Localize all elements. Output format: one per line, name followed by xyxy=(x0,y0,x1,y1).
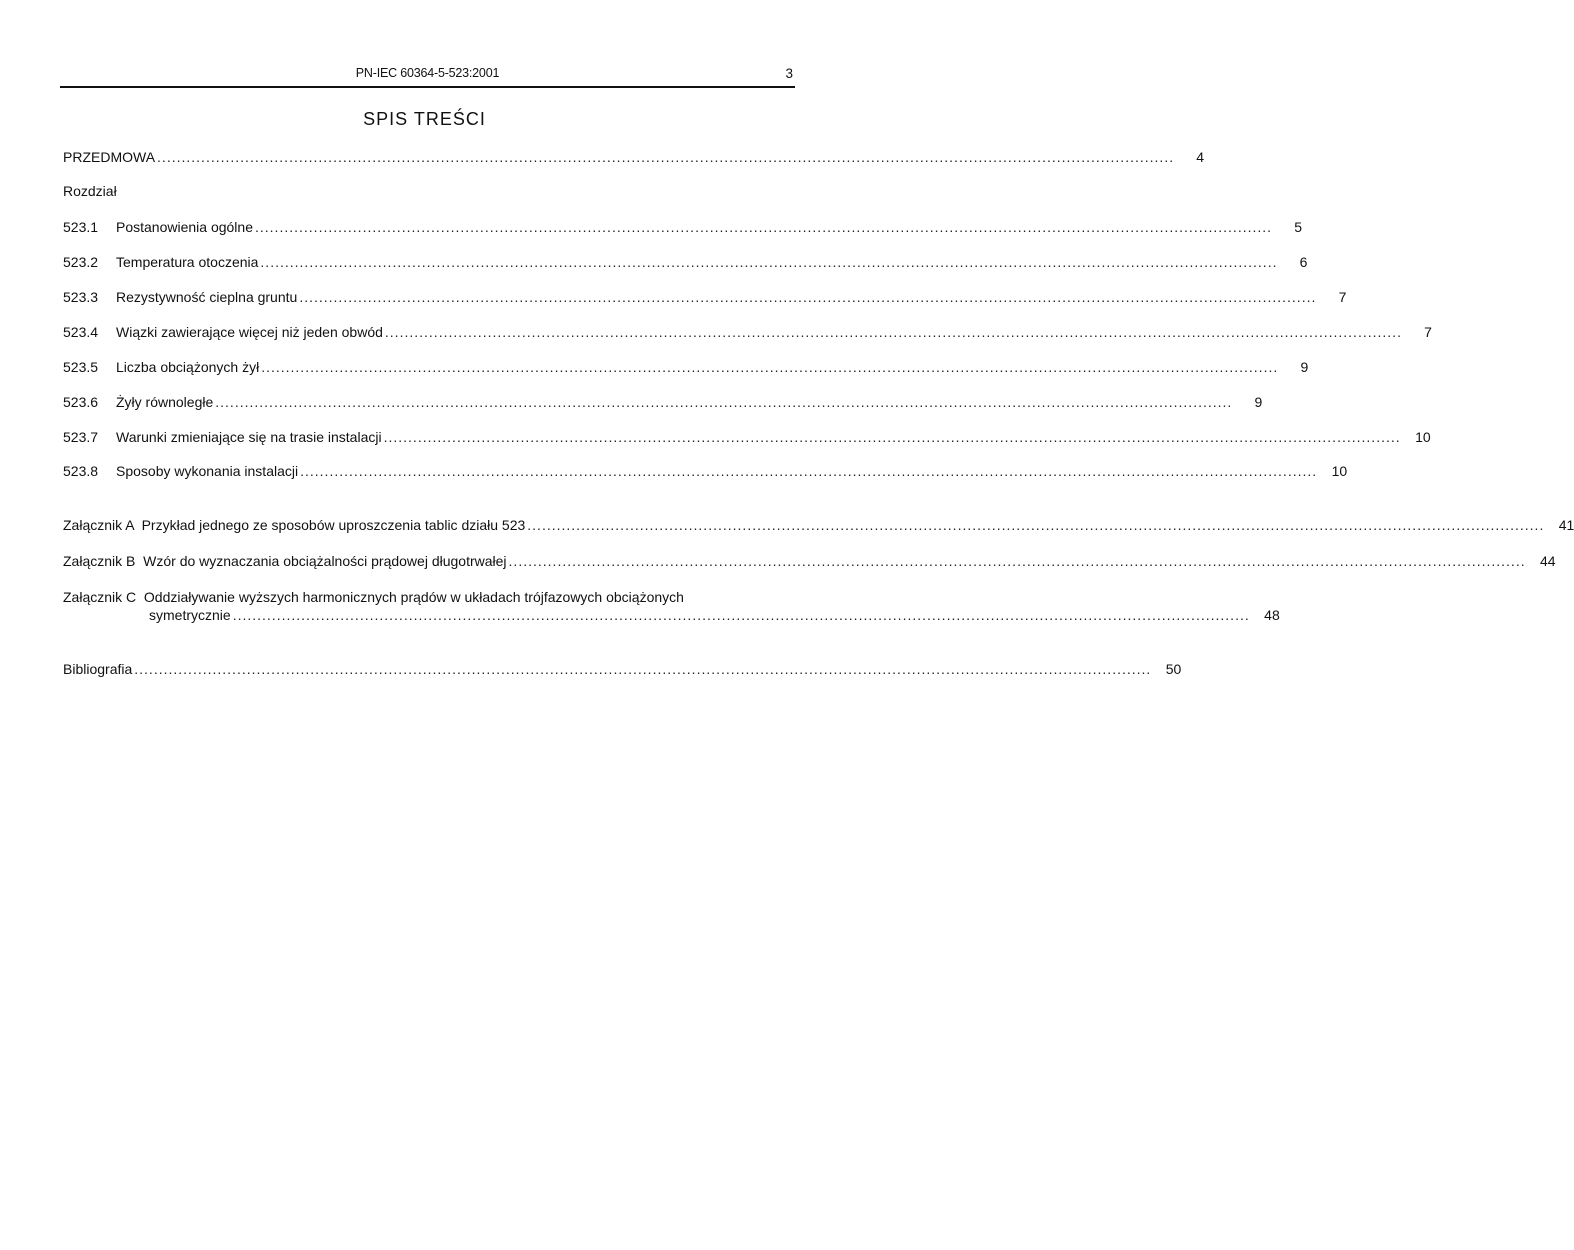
leader-dots: ................................................................................................................................................................................................................ xyxy=(134,661,1152,677)
toc-entry-bibliography[interactable] xyxy=(63,660,1182,678)
entry-label: Wiązki zawierające więcej niż jeden obwód xyxy=(116,324,383,340)
leader-dots: ................................................................................................................................................................................................................ xyxy=(383,429,1401,445)
page-number: 3 xyxy=(785,66,793,81)
toc-entry[interactable] xyxy=(63,253,1308,271)
leader-dots: ................................................................................................................................................................................................................ xyxy=(232,607,1250,623)
section-number: 523.3 xyxy=(63,289,99,305)
toc-title: SPIS TREŚCI xyxy=(363,109,486,129)
leader-dots: ................................................................................................................................................................................................................ xyxy=(261,359,1279,375)
entry-label: PRZEDMOWA xyxy=(63,149,156,165)
entry-page: 10 xyxy=(1331,463,1348,479)
leader-dots: ................................................................................................................................................................................................................ xyxy=(255,219,1273,235)
entry-page: 50 xyxy=(1165,661,1182,677)
entry-label: Postanowienia ogólne xyxy=(116,219,253,235)
toc-entry-preface[interactable] xyxy=(63,148,1205,166)
toc-entry[interactable] xyxy=(63,288,1347,306)
entry-page: 5 xyxy=(1294,219,1303,235)
section-number: 523.2 xyxy=(63,254,99,270)
section-number: 523.4 xyxy=(63,324,99,340)
entry-label: Temperatura otoczenia xyxy=(116,254,259,270)
leader-dots: ................................................................................................................................................................................................................ xyxy=(215,394,1233,410)
entry-page: 6 xyxy=(1299,254,1308,270)
toc-entry[interactable] xyxy=(63,358,1309,376)
entry-label: Liczba obciążonych żył xyxy=(116,359,260,375)
entry-page: 7 xyxy=(1338,289,1347,305)
entry-page: 4 xyxy=(1196,149,1205,165)
toc-entry-annex[interactable] xyxy=(63,588,1280,624)
entry-page: 7 xyxy=(1424,324,1432,340)
toc-entry-annex[interactable] xyxy=(63,552,1556,570)
page-header xyxy=(60,64,795,88)
toc-entry-annex[interactable] xyxy=(63,516,1574,534)
section-number: 523.8 xyxy=(63,463,99,479)
entry-page: 44 xyxy=(1540,553,1556,569)
leader-dots: ................................................................................................................................................................................................................ xyxy=(527,517,1545,533)
annex-label-cont: symetrycznie xyxy=(149,607,231,623)
section-number: 523.7 xyxy=(63,429,99,445)
leader-dots: ................................................................................................................................................................................................................ xyxy=(157,149,1175,165)
standard-designation: PN-IEC 60364-5-523:2001 xyxy=(355,66,500,80)
annex-label: Załącznik C Oddziaływanie wyższych harmonicznych prądów w układach trójfazowych obciążonych xyxy=(63,589,684,605)
toc-entry[interactable] xyxy=(63,428,1431,446)
leader-dots: ................................................................................................................................................................................................................ xyxy=(508,553,1526,569)
toc-entry[interactable] xyxy=(63,323,1432,341)
chapter-heading: Rozdział xyxy=(63,183,117,199)
leader-dots: ................................................................................................................................................................................................................ xyxy=(384,324,1402,340)
toc-entry[interactable] xyxy=(63,462,1348,480)
section-number: 523.5 xyxy=(63,359,99,375)
section-number: 523.1 xyxy=(63,219,99,235)
entry-page: 48 xyxy=(1264,607,1280,623)
entry-label: Sposoby wykonania instalacji xyxy=(116,463,299,479)
entry-page: 9 xyxy=(1254,394,1263,410)
annex-label: Załącznik B Wzór do wyznaczania obciążalności prądowej długotrwałej xyxy=(63,553,507,569)
toc-entry[interactable] xyxy=(63,393,1263,411)
section-number: 523.6 xyxy=(63,394,99,410)
entry-page: 41 xyxy=(1558,517,1574,533)
annex-label-continuation xyxy=(63,606,1280,624)
leader-dots: ................................................................................................................................................................................................................ xyxy=(260,254,1278,270)
annex-label: Załącznik A Przykład jednego ze sposobów uproszczenia tablic działu 523 xyxy=(63,517,526,533)
entry-label: Warunki zmieniające się na trasie instalacji xyxy=(116,429,382,445)
entry-label: Bibliografia xyxy=(63,661,133,677)
entry-page: 10 xyxy=(1415,429,1431,445)
entry-label: Rezystywność cieplna gruntu xyxy=(116,289,298,305)
entry-label: Żyły równoległe xyxy=(116,394,214,410)
leader-dots: ................................................................................................................................................................................................................ xyxy=(300,463,1318,479)
entry-page: 9 xyxy=(1300,359,1309,375)
toc-entry[interactable] xyxy=(63,218,1303,236)
leader-dots: ................................................................................................................................................................................................................ xyxy=(299,289,1317,305)
